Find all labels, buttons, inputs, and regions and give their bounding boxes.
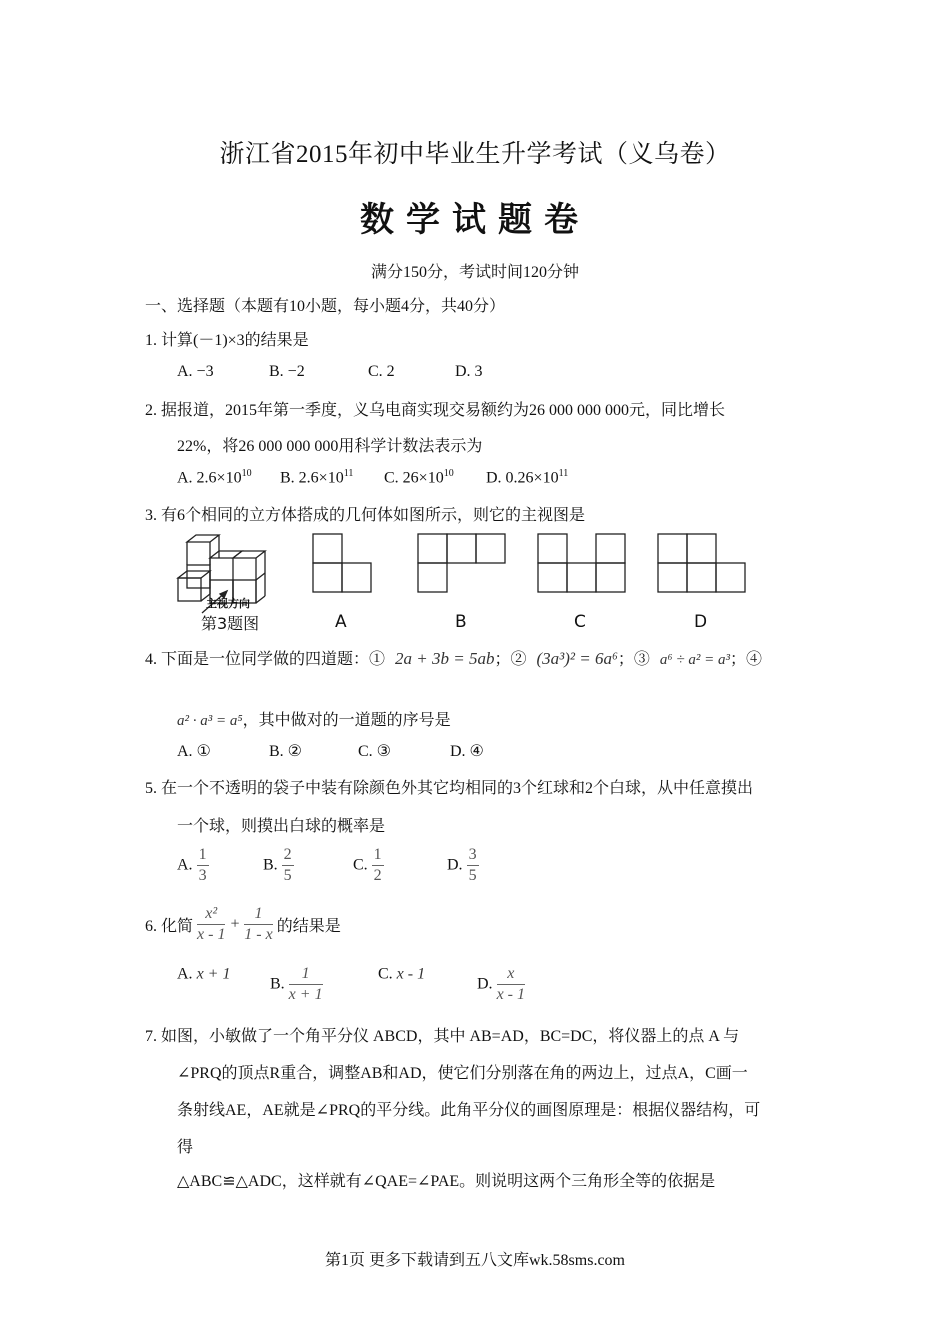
q3-text: 3. 有6个相同的立方体搭成的几何体如图所示，则它的主视图是	[145, 507, 586, 524]
q6-fraction-1: $\frac{\text{x²}}{x - 1}$	[197, 905, 226, 943]
q3-option-c-figure	[537, 533, 629, 595]
q5-option-d: D. $\frac{3}{5}$	[447, 846, 477, 884]
q2-line2: 22%，将26 000 000 000用科学计数法表示为	[177, 438, 483, 455]
q4-eq3: a⁶ ÷ a² = a³	[659, 652, 730, 668]
q5-line1: 5. 在一个不透明的袋子中装有除颜色外其它均相同的3个红球和2个白球，从中任意摸出	[145, 780, 754, 797]
q7-line4: 得	[177, 1139, 194, 1156]
q2-option-c: C. $26\times 10^{10}$	[384, 468, 454, 487]
q3-label-d: D	[694, 612, 708, 632]
q4-option-c: C. ③	[358, 743, 392, 760]
q5-option-c: C. $\frac{1}{2}$	[353, 846, 382, 884]
q7-line5: △ABC≌△ADC，这样就有∠QAE=∠PAE。则说明这两个三角形全等的依据是	[177, 1173, 716, 1190]
q3-option-d-figure	[657, 533, 749, 595]
q3-solid-figure	[175, 533, 275, 631]
q1-option-b: B. −2	[269, 363, 305, 380]
q2-option-b: B. $2.6\times 10^{11}$	[280, 468, 354, 487]
q7-line1: 7. 如图，小敏做了一个角平分仪 ABCD，其中 AB=AD，BC=DC，将仪器上的点 A 与	[145, 1028, 740, 1045]
q4-eq1: 2a + 3b = 5ab	[395, 649, 495, 668]
q3-option-b-figure	[417, 533, 509, 595]
q6-option-b: B. $\frac{1}{x + 1}$	[270, 965, 323, 1003]
q4-eq4: a² · a³ = a⁵	[177, 713, 243, 729]
q3-label-b: B	[455, 612, 467, 632]
section-heading: 一、选择题（本题有10小题，每小题4分，共40分）	[145, 298, 506, 315]
q5-option-b: B. $\frac{2}{5}$	[263, 846, 292, 884]
q7-line3: 条射线AE，AE就是∠PRQ的平分线。此角平分仪的画图原理是：根据仪器结构，可	[177, 1102, 761, 1119]
q3-option-a-figure	[312, 533, 374, 595]
q6-option-d: D. $\frac{x}{x - 1}$	[477, 965, 525, 1003]
q4-option-b: B. ②	[269, 743, 303, 760]
q4-line1	[145, 646, 762, 669]
q6-plus: +	[229, 915, 241, 933]
q6-fraction-2: $\frac{1}{1 - x}$	[244, 905, 273, 943]
page-footer: 第1页 更多下载请到五八文库wk.58sms.com	[324, 1252, 625, 1269]
q4-option-a: A. ①	[177, 743, 211, 760]
q4-eq2: (3a³)² = 6a⁶	[536, 649, 618, 668]
q3-fig-caption: 第3题图	[201, 614, 260, 633]
q5-option-a: A. $\frac{1}{3}$	[177, 846, 207, 884]
q6-suffix: 的结果是	[276, 918, 341, 935]
q3-label-a: A	[335, 612, 347, 632]
q4-intro: 4. 下面是一位同学做的四道题：①	[145, 651, 386, 668]
q7-line2: ∠PRQ的顶点R重合，调整AB和AD，使它们分别落在角的两边上，过点A，C画一	[177, 1065, 748, 1082]
q4-sep3: ；③	[617, 651, 650, 668]
q4-sep2: ；②	[494, 651, 527, 668]
exam-title: 浙江省2015年初中毕业生升学考试（义乌卷）	[219, 141, 731, 168]
q6-prefix: 6. 化简	[145, 918, 194, 935]
q1-option-a: A. −3	[177, 363, 214, 380]
q6-option-c: C. x - 1	[378, 965, 426, 983]
q4-line2	[177, 707, 451, 730]
q6-option-a: A. x + 1	[177, 965, 231, 983]
q2-option-a: A. $2.6\times 10^{10}$	[177, 468, 252, 487]
q4-sep4: ；④	[729, 651, 762, 668]
q1-option-c: C. 2	[368, 363, 395, 380]
q2-line1: 2. 据报道，2015年第一季度，义乌电商实现交易额约为26 000 000 000元，同比增长	[145, 402, 726, 419]
q1-text: 1. 计算(－1)×3的结果是	[145, 332, 309, 349]
q3-direction-label: 主视方向	[206, 597, 250, 610]
q1-option-d: D. 3	[455, 363, 483, 380]
exam-subtitle: 数学试题卷	[360, 202, 590, 239]
q6-line	[145, 905, 341, 944]
q2-option-d: D. $0.26\times 10^{11}$	[486, 468, 569, 487]
exam-info: 满分150分，考试时间120分钟	[370, 264, 579, 281]
q5-line2: 一个球，则摸出白球的概率是	[177, 818, 386, 835]
q3-label-c: C	[574, 612, 586, 632]
q4-tail: ，其中做对的一道题的序号是	[242, 712, 451, 729]
q4-option-d: D. ④	[450, 743, 484, 760]
